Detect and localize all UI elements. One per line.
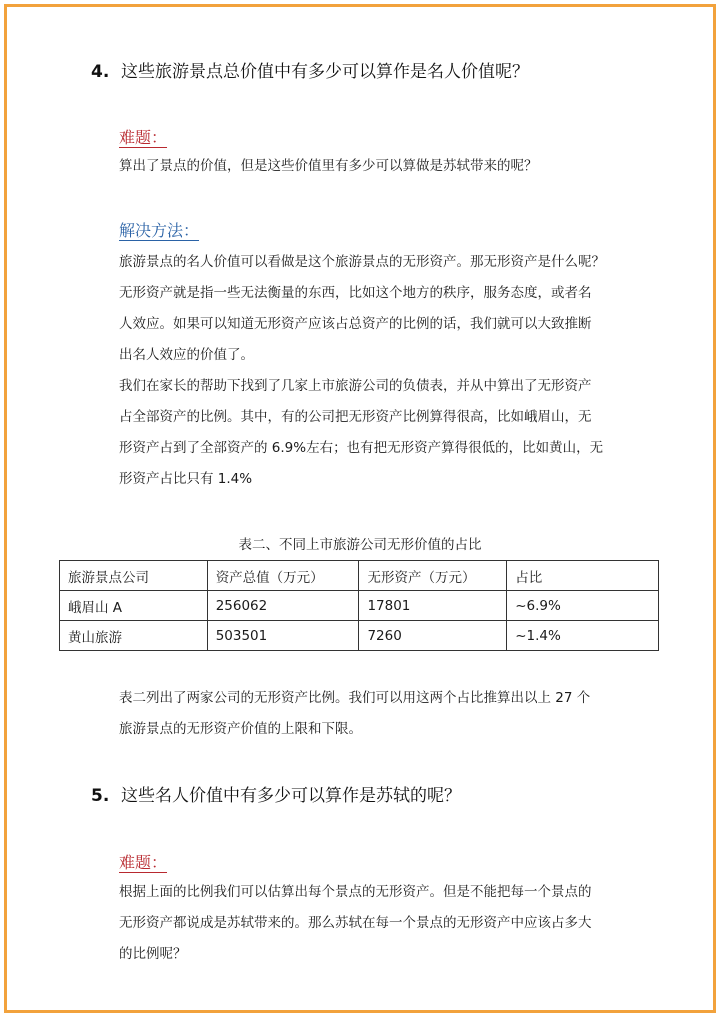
text-line: 人效应。如果可以知道无形资产应该占总资产的比例的话，我们就可以大致推断: [119, 316, 592, 332]
text-line: 无形资产就是指一些无法衡量的东西，比如这个地方的秩序，服务态度，或者名: [119, 285, 592, 301]
table-cell: 256062: [207, 591, 359, 621]
text-line: 出名人效应的价值了。: [119, 347, 254, 363]
section-5-heading: [91, 781, 461, 806]
table-cell: 17801: [359, 591, 507, 621]
text-line: 无形资产都说成是苏轼带来的。那么苏轼在每一个景点的无形资产中应该占多大: [119, 915, 592, 931]
after-table-paragraph: [119, 683, 694, 745]
section-4-difficulty-text: [119, 151, 694, 182]
text-line: 算出了景点的价值，但是这些价值里有多少可以算做是苏轼带来的呢？: [119, 158, 538, 174]
text-line: 表二列出了两家公司的无形资产比例。我们可以用这两个占比推算出以上 27 个: [119, 690, 591, 706]
text-line: 形资产占到了全部资产的 6.9%左右；也有把无形资产算得很低的，比如黄山，无: [119, 440, 604, 456]
section-4-solution-label: 解决方法：: [119, 221, 200, 240]
table-header-cell: 旅游景点公司: [60, 561, 208, 591]
table-cell: 黄山旅游: [60, 621, 208, 651]
table-row: [60, 591, 659, 621]
text-line: 旅游景点的无形资产价值的上限和下限。: [119, 721, 362, 737]
section-5-difficulty-label: 难题：: [119, 853, 168, 872]
text-line: 形资产占比只有 1.4%: [119, 471, 253, 487]
section-4-title: 这些旅游景点总价值中有多少可以算作是名人价值呢？: [121, 62, 529, 82]
section-4-heading: [91, 57, 529, 82]
table-cell: ~1.4%: [507, 621, 659, 651]
section-4-solution-paragraph-2: [119, 371, 694, 495]
text-line: 的比例呢？: [119, 946, 187, 962]
text-line: 旅游景点的名人价值可以看做是这个旅游景点的无形资产。那无形资产是什么呢？: [119, 254, 605, 270]
section-4-solution-paragraph-1: [119, 247, 694, 371]
document-page: [4, 4, 716, 1013]
text-line: 我们在家长的帮助下找到了几家上市旅游公司的负债表，并从中算出了无形资产: [119, 378, 592, 394]
table-cell: 503501: [207, 621, 359, 651]
section-4-difficulty-label: 难题：: [119, 128, 168, 147]
table-header-cell: 资产总值（万元）: [207, 561, 359, 591]
table-header-cell: 无形资产（万元）: [359, 561, 507, 591]
text-line: 根据上面的比例我们可以估算出每个景点的无形资产。但是不能把每一个景点的: [119, 884, 592, 900]
section-5-difficulty-text: [119, 877, 694, 970]
table-cell: 7260: [359, 621, 507, 651]
section-5-title: 这些名人价值中有多少可以算作是苏轼的呢？: [121, 786, 461, 806]
asset-ratio-table: [59, 560, 659, 651]
table-caption: 表二、不同上市旅游公司无形价值的占比: [238, 537, 482, 553]
table-header-row: [60, 561, 659, 591]
text-line: 占全部资产的比例。其中，有的公司把无形资产比例算得很高，比如峨眉山，无: [119, 409, 592, 425]
table-cell: ~6.9%: [507, 591, 659, 621]
table-row: [60, 621, 659, 651]
section-5-number: 5.: [91, 786, 110, 806]
section-4-number: 4.: [91, 62, 110, 82]
table-cell: 峨眉山 A: [60, 591, 208, 621]
table-header-cell: 占比: [507, 561, 659, 591]
